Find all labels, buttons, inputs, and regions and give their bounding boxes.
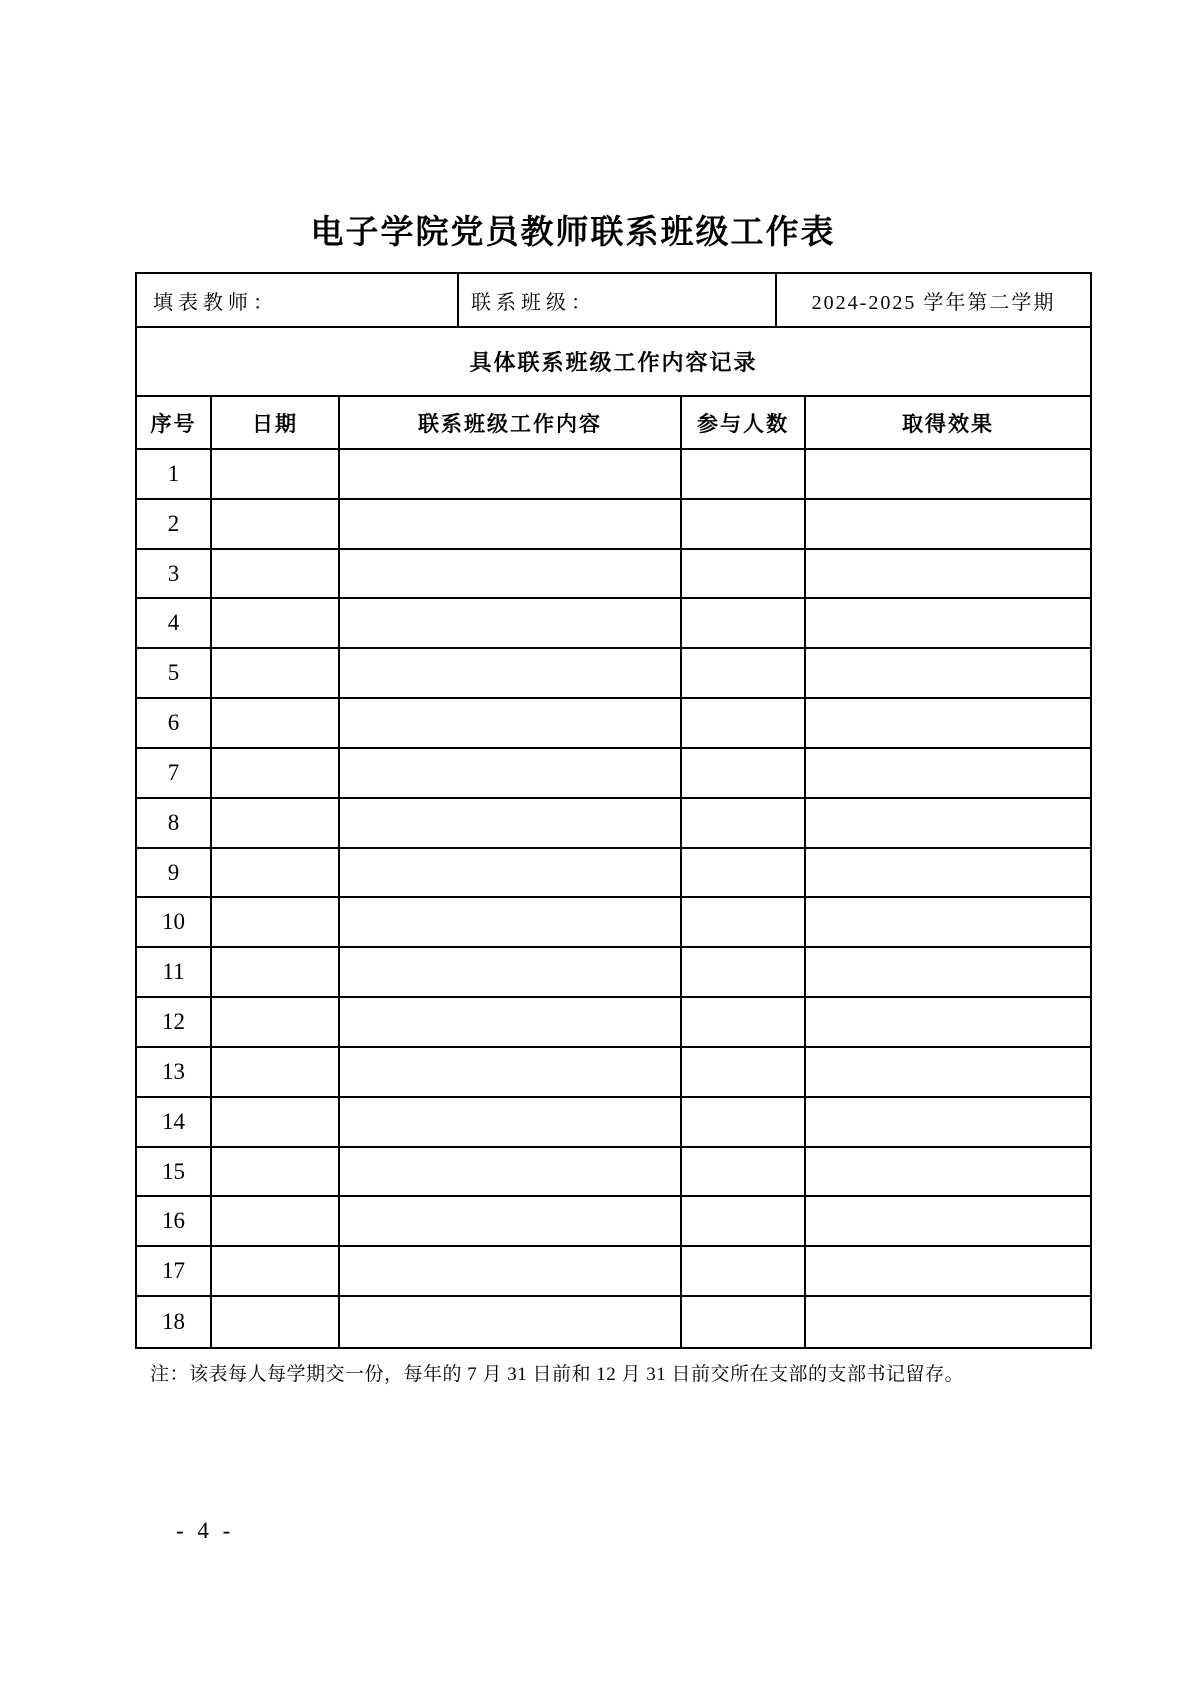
empty-cell xyxy=(682,998,806,1048)
empty-cell xyxy=(806,898,1090,948)
empty-cell xyxy=(682,599,806,649)
empty-cell xyxy=(212,599,340,649)
empty-cell xyxy=(806,599,1090,649)
empty-cell xyxy=(340,998,682,1048)
empty-cell xyxy=(212,500,340,550)
empty-cell xyxy=(682,749,806,799)
empty-cell xyxy=(806,649,1090,699)
empty-cell xyxy=(806,998,1090,1048)
column-header-3: 联系班级工作内容 xyxy=(340,397,682,450)
empty-cell xyxy=(340,1148,682,1198)
empty-cell xyxy=(212,550,340,600)
empty-cell xyxy=(682,450,806,500)
empty-cell xyxy=(806,799,1090,849)
row-number: 13 xyxy=(137,1048,212,1098)
row-number: 14 xyxy=(137,1098,212,1148)
contact-work-form xyxy=(135,272,1092,1349)
empty-cell xyxy=(806,1098,1090,1148)
row-number: 11 xyxy=(137,948,212,998)
empty-cell xyxy=(682,550,806,600)
semester-cell xyxy=(777,274,1090,326)
row-number: 15 xyxy=(137,1148,212,1198)
empty-cell xyxy=(212,799,340,849)
empty-cell xyxy=(682,898,806,948)
row-number: 17 xyxy=(137,1247,212,1297)
empty-cell xyxy=(340,699,682,749)
empty-cell xyxy=(340,450,682,500)
empty-cell xyxy=(682,948,806,998)
row-number: 10 xyxy=(137,898,212,948)
row-number: 7 xyxy=(137,749,212,799)
empty-cell xyxy=(212,749,340,799)
empty-cell xyxy=(806,1048,1090,1098)
info-row xyxy=(137,274,1090,328)
empty-cell xyxy=(682,699,806,749)
empty-cell xyxy=(212,1247,340,1297)
empty-cell xyxy=(340,749,682,799)
empty-cell xyxy=(806,699,1090,749)
semester-label: 2024-2025 学年第二学期 xyxy=(811,291,1056,314)
empty-cell xyxy=(340,550,682,600)
empty-cell xyxy=(682,1148,806,1198)
page-title: 电子学院党员教师联系班级工作表 xyxy=(310,212,836,251)
row-number: 4 xyxy=(137,599,212,649)
empty-cell xyxy=(682,799,806,849)
empty-cell xyxy=(340,1297,682,1347)
empty-cell xyxy=(682,849,806,899)
empty-cell xyxy=(806,550,1090,600)
empty-cell xyxy=(806,450,1090,500)
empty-cell xyxy=(212,898,340,948)
empty-cell xyxy=(340,1098,682,1148)
empty-cell xyxy=(212,699,340,749)
row-number: 9 xyxy=(137,849,212,899)
empty-cell xyxy=(340,849,682,899)
column-header-1: 序号 xyxy=(137,397,212,450)
empty-cell xyxy=(212,948,340,998)
empty-cell xyxy=(212,1148,340,1198)
row-number: 8 xyxy=(137,799,212,849)
empty-cell xyxy=(212,450,340,500)
empty-cell xyxy=(340,599,682,649)
row-number: 2 xyxy=(137,500,212,550)
empty-cell xyxy=(340,500,682,550)
empty-cell xyxy=(340,948,682,998)
empty-cell xyxy=(340,1048,682,1098)
empty-cell xyxy=(806,500,1090,550)
class-label: 联系班级： xyxy=(471,291,596,314)
empty-cell xyxy=(212,1197,340,1247)
row-number: 1 xyxy=(137,450,212,500)
empty-cell xyxy=(340,649,682,699)
row-number: 16 xyxy=(137,1197,212,1247)
empty-cell xyxy=(806,1148,1090,1198)
empty-cell xyxy=(682,1048,806,1098)
empty-cell xyxy=(806,1297,1090,1347)
empty-cell xyxy=(340,1197,682,1247)
teacher-name-cell xyxy=(137,274,459,326)
row-number: 6 xyxy=(137,699,212,749)
work-record-table xyxy=(137,397,1090,1347)
empty-cell xyxy=(806,849,1090,899)
empty-cell xyxy=(212,1048,340,1098)
row-number: 3 xyxy=(137,550,212,600)
empty-cell xyxy=(340,1247,682,1297)
row-number: 18 xyxy=(137,1297,212,1347)
empty-cell xyxy=(682,1297,806,1347)
column-header-4: 参与人数 xyxy=(682,397,806,450)
empty-cell xyxy=(806,1197,1090,1247)
empty-cell xyxy=(212,998,340,1048)
contact-class-cell xyxy=(459,274,777,326)
empty-cell xyxy=(212,649,340,699)
empty-cell xyxy=(682,1098,806,1148)
empty-cell xyxy=(682,649,806,699)
row-number: 12 xyxy=(137,998,212,1048)
teacher-label: 填表教师： xyxy=(153,291,278,314)
empty-cell xyxy=(340,799,682,849)
empty-cell xyxy=(682,1247,806,1297)
empty-cell xyxy=(806,749,1090,799)
column-header-2: 日期 xyxy=(212,397,340,450)
empty-cell xyxy=(682,500,806,550)
empty-cell xyxy=(806,1247,1090,1297)
empty-cell xyxy=(212,1098,340,1148)
empty-cell xyxy=(806,948,1090,998)
empty-cell xyxy=(212,1297,340,1347)
page-number: - 4 - xyxy=(176,1518,235,1543)
row-number: 5 xyxy=(137,649,212,699)
section-header: 具体联系班级工作内容记录 xyxy=(137,328,1090,397)
empty-cell xyxy=(212,849,340,899)
column-header-5: 取得效果 xyxy=(806,397,1090,450)
empty-cell xyxy=(682,1197,806,1247)
empty-cell xyxy=(340,898,682,948)
footer-note: 注：该表每人每学期交一份，每年的 7 月 31 日前和 12 月 31 日前交所在支部的支部书记留存。 xyxy=(150,1364,965,1385)
